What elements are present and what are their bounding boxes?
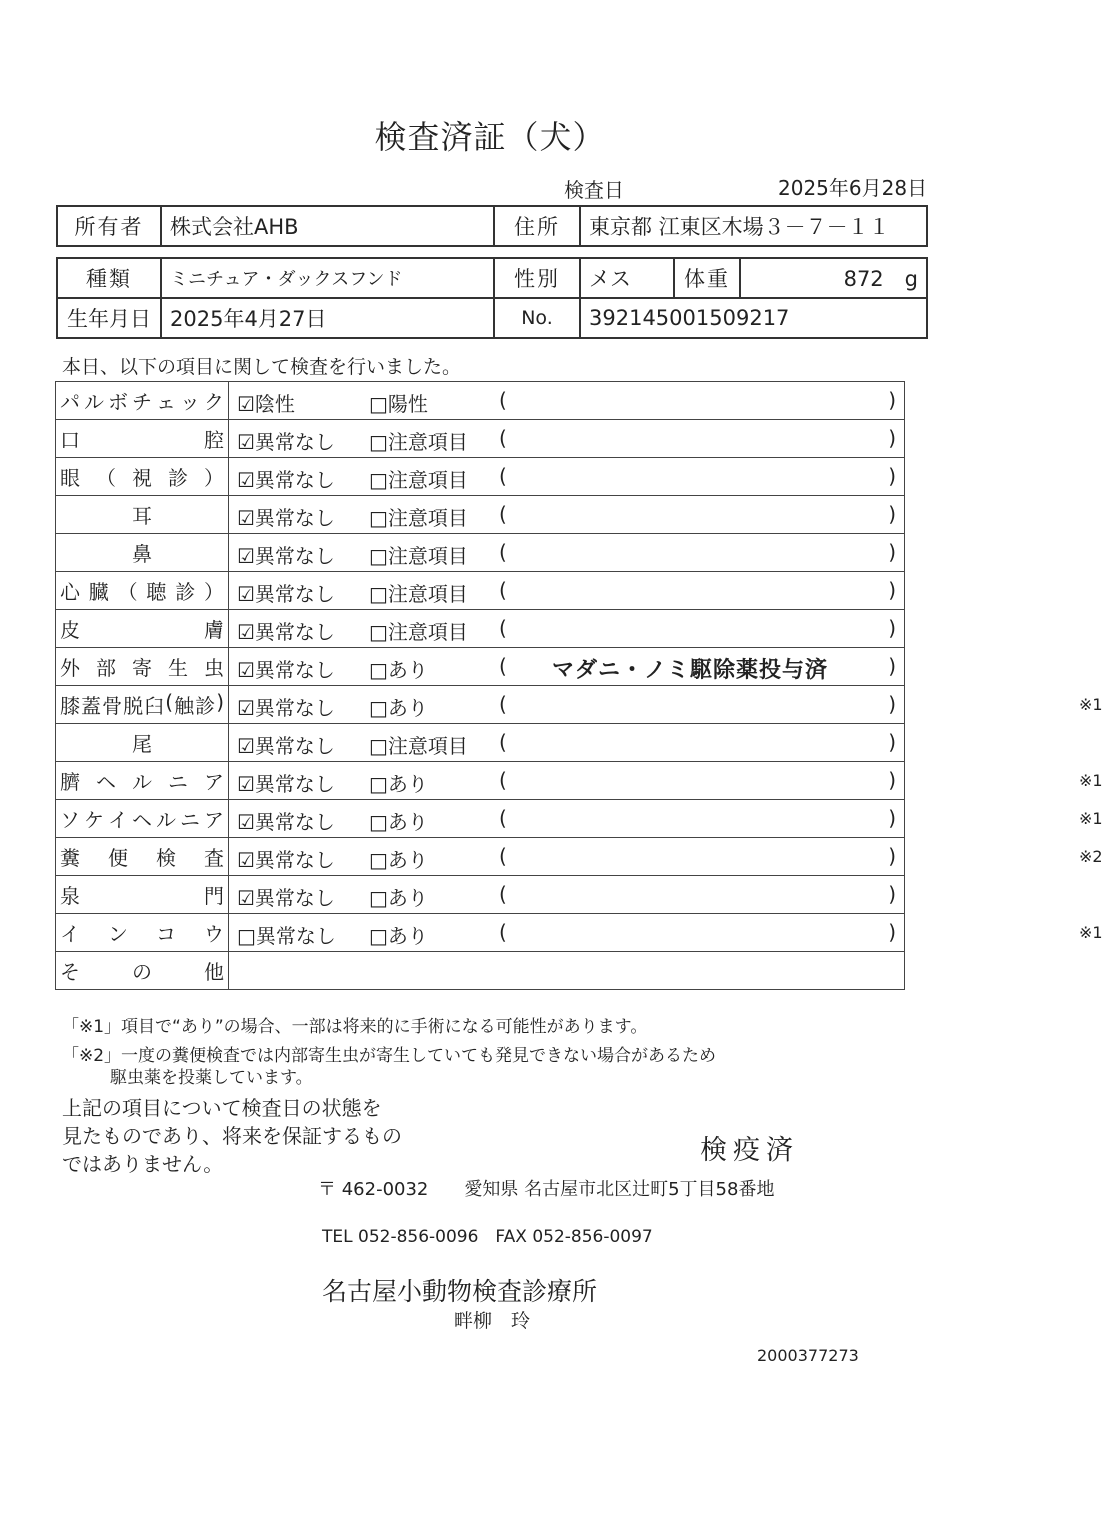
check-item-char: 臍 [60,770,80,794]
breed-value: ミニチュア・ダックスフンド [161,258,494,298]
check-options [229,458,905,496]
note-paren-open: ( [499,806,507,830]
check-item-char: 生 [168,656,188,680]
address-label: 住所 [494,206,580,246]
intro-text: 本日、以下の項目に関して検査を行いました。 [62,356,462,378]
check-option-normal[interactable]: ☑異常なし [237,848,335,872]
check-item-char: 皮 [60,618,80,642]
check-item-char: ル [84,390,104,414]
check-option-normal[interactable]: □異常なし [237,924,336,948]
check-option-normal[interactable]: ☑異常なし [237,886,335,910]
check-item-char: 膚 [204,618,224,642]
check-option-normal[interactable]: ☑異常なし [237,734,335,758]
check-item-text [60,842,224,871]
dog-info-table [56,257,928,339]
check-row [56,610,905,648]
check-item-char: 部 [96,656,116,680]
footnote-1: 「※1」項目で“あり”の場合、一部は将来的に手術になる可能性があります。 [62,1017,648,1037]
inspection-date-label: 検査日 [564,178,624,202]
check-item-char: 骨 [102,694,123,718]
check-option-abnormal[interactable]: □注意項目 [369,506,468,530]
check-item-char: 査 [204,846,224,870]
clinic-name: 名古屋小動物検査診療所 [322,1277,598,1306]
check-item-label [56,952,229,990]
disclaimer-line3: ではありません。 [62,1152,224,1176]
check-item-char: （ [117,580,138,604]
dob-label: 生年月日 [57,298,161,338]
check-item-char: コ [156,922,176,946]
disclaimer [62,1094,442,1178]
weight-label: 体重 [674,258,740,298]
check-item-label [56,534,229,572]
check-item-char: 鼻 [132,542,152,566]
footnote-2-line2: 駆虫薬を投薬しています。 [110,1068,313,1088]
disclaimer-line1: 上記の項目について検査日の状態を [62,1096,382,1120]
check-item-text [60,614,224,643]
check-row [56,648,905,686]
check-item-label [56,686,229,724]
owner-table [56,205,928,247]
check-row [56,420,905,458]
note-paren-open: ( [499,578,507,602]
check-item-char: ニ [168,770,188,794]
disclaimer-line2: 見たものであり、将来を保証するもの [62,1124,402,1148]
check-item-char: ン [108,922,128,946]
note-paren-close: ) [888,578,896,602]
check-item-char: ケ [84,808,104,832]
check-option-normal[interactable]: ☑異常なし [237,430,335,454]
check-option-normal[interactable]: ☑異常なし [237,772,335,796]
check-item-text [60,728,224,757]
check-item-label [56,572,229,610]
check-item-label [56,382,229,420]
check-row [56,762,905,800]
check-item-text [60,880,224,909]
footnote-2-line1: 「※2」一度の糞便検査では内部寄生虫が寄生していても発見できない場合があるため [62,1046,717,1066]
check-item-text [60,500,224,529]
address-value: 東京都 江東区木場３－７－１１ [580,206,927,246]
check-item-char: ソ [60,808,80,832]
check-options [229,534,905,572]
check-option-normal[interactable]: ☑異常なし [237,544,335,568]
clinic-tel-fax: TEL 052-856-0096 FAX 052-856-0097 [322,1227,653,1247]
note-paren-open: ( [499,502,507,526]
note-paren-close: ) [888,768,896,792]
check-item-char: 外 [60,656,80,680]
check-options [229,382,905,420]
note-paren-close: ) [888,882,896,906]
check-item-char: チ [132,390,152,414]
check-options [229,800,1103,838]
check-option-abnormal[interactable]: □あり [369,772,428,796]
check-option-abnormal[interactable]: □あり [369,810,428,834]
check-option-normal[interactable]: ☑異常なし [237,696,335,720]
check-item-char: ニ [180,808,200,832]
check-option-normal[interactable]: ☑異常なし [237,506,335,530]
check-item-label [56,762,229,800]
check-item-char: 他 [204,960,224,984]
sex-label: 性別 [494,258,580,298]
check-item-char: 便 [108,846,128,870]
check-item-char: 視 [132,466,152,490]
check-options [229,952,905,990]
footnote-marker: ※1 [1079,771,1103,790]
check-item-text [60,462,224,491]
check-options [229,648,905,686]
check-item-text [60,804,224,833]
check-item-char: 蓋 [81,694,102,718]
check-item-char: ア [204,770,224,794]
check-item-text [60,652,224,681]
sex-value: メス [580,258,674,298]
check-option-abnormal[interactable]: □あり [369,886,428,910]
check-item-text [60,386,224,415]
check-item-char: 泉 [60,884,80,908]
check-item-label [56,610,229,648]
check-item-text [60,576,224,605]
check-item-char: 心 [60,580,80,604]
check-option-abnormal[interactable]: □注意項目 [369,582,468,606]
check-item-label [56,876,229,914]
check-row [56,458,905,496]
serial-number: 2000377273 [757,1346,859,1365]
check-item-char: ェ [156,390,176,414]
check-options [229,838,1103,876]
check-options [229,686,1103,724]
check-option-abnormal[interactable]: □注意項目 [369,734,468,758]
note-paren-close: ) [888,692,896,716]
check-item-label [56,800,229,838]
check-item-char: 触 [174,694,195,718]
check-options [229,610,905,648]
weight-value: 872 g [740,258,927,298]
footnote-marker: ※1 [1079,809,1103,828]
note-paren-close: ) [888,844,896,868]
note-paren-close: ) [888,502,896,526]
check-item-char: ヘ [96,770,116,794]
check-row [56,686,905,724]
check-item-label [56,420,229,458]
check-item-char: 診 [168,466,188,490]
note-paren-open: ( [499,920,507,944]
check-item-char: ボ [108,390,128,414]
check-item-char: 聴 [146,580,167,604]
note-paren-close: ) [888,388,896,412]
footnote-marker: ※1 [1079,695,1103,714]
check-option-abnormal[interactable]: □あり [369,658,428,682]
note-paren-close: ) [888,616,896,640]
check-options [229,496,905,534]
no-value: 392145001509217 [580,298,927,338]
check-option-abnormal[interactable]: □注意項目 [369,468,468,492]
check-item-char: ) [216,690,224,714]
check-options [229,420,905,458]
check-item-text [60,538,224,567]
check-item-char: 検 [156,846,176,870]
check-item-char: そ [60,960,80,984]
check-option-abnormal[interactable]: □あり [369,848,428,872]
check-item-char: ( [165,690,174,714]
check-row [56,724,905,762]
check-item-char: 診 [175,580,196,604]
note-paren-close: ) [888,730,896,754]
check-row [56,952,905,990]
clinic-address: 〒 462-0032 愛知県 名古屋市北区辻町5丁目58番地 [318,1179,775,1200]
check-row [56,838,905,876]
check-item-char: 診 [195,694,216,718]
check-item-char: ） [204,466,224,490]
check-item-char: ヘ [132,808,152,832]
check-row [56,572,905,610]
check-item-text [60,918,224,947]
check-option-normal[interactable]: ☑異常なし [237,658,335,682]
vet-name: 畔柳 玲 [454,1310,531,1332]
check-item-label [56,648,229,686]
check-item-char: 耳 [132,504,152,528]
quarantine-stamp: 検疫済 [700,1135,799,1166]
check-item-char: 眼 [60,466,80,490]
note-paren-open: ( [499,654,507,678]
note-paren-open: ( [499,464,507,488]
check-row [56,382,905,420]
note-paren-open: ( [499,388,507,412]
check-item-label [56,496,229,534]
note-paren-close: ) [888,806,896,830]
check-option-normal[interactable]: ☑異常なし [237,810,335,834]
check-item-char: 門 [204,884,224,908]
note-paren-open: ( [499,768,507,792]
check-item-char: 寄 [132,656,152,680]
check-option-normal[interactable]: ☑異常なし [237,468,335,492]
check-row [56,534,905,572]
note-paren-open: ( [499,616,507,640]
check-item-text [60,690,224,719]
note-paren-close: ) [888,540,896,564]
check-item-text [60,956,224,985]
check-item-char: ア [204,808,224,832]
check-option-normal[interactable]: ☑異常なし [237,620,335,644]
check-row [56,496,905,534]
check-row [56,914,905,952]
no-label: No. [494,298,580,338]
check-item-char: 臼 [144,694,165,718]
check-option-abnormal[interactable]: □注意項目 [369,430,468,454]
check-row [56,800,905,838]
note-paren-open: ( [499,426,507,450]
check-item-char: 臓 [88,580,109,604]
note-paren-close: ) [888,464,896,488]
check-item-char: ク [204,390,224,414]
check-item-text [60,424,224,453]
breed-label: 種類 [57,258,161,298]
check-option-abnormal[interactable]: □あり [369,696,428,720]
check-item-char: イ [108,808,128,832]
note-paren-close: ) [888,920,896,944]
note-paren-open: ( [499,692,507,716]
check-item-char: ル [132,770,152,794]
check-item-text [60,766,224,795]
check-item-char: 虫 [204,656,224,680]
owner-value: 株式会社AHB [161,206,494,246]
check-item-char: 尾 [132,732,152,756]
check-option-abnormal[interactable]: □陽性 [369,392,428,416]
note-paren-close: ) [888,654,896,678]
note-paren-close: ) [888,426,896,450]
check-item-char: ウ [204,922,224,946]
check-options [229,762,1103,800]
document-title: 検査済証（犬） [374,118,606,156]
check-options [229,914,1103,952]
check-item-char: の [132,960,152,984]
check-item-char: ッ [180,390,200,414]
check-item-char: パ [60,390,80,414]
owner-label: 所有者 [57,206,161,246]
check-item-label [56,724,229,762]
check-options [229,572,905,610]
inspection-date-value: 2025年6月28日 [778,176,928,200]
note-paren-open: ( [499,540,507,564]
check-option-normal[interactable]: ☑異常なし [237,582,335,606]
checks-table [55,381,1103,990]
check-item-label [56,458,229,496]
footnote-marker: ※1 [1079,923,1103,942]
check-item-label [56,914,229,952]
check-item-label [56,838,229,876]
check-option-normal[interactable]: ☑陰性 [237,392,295,416]
check-row [56,876,905,914]
check-options [229,876,905,914]
note-paren-open: ( [499,844,507,868]
check-item-char: 腔 [204,428,224,452]
check-item-char: イ [60,922,80,946]
check-item-char: 口 [60,428,80,452]
check-option-abnormal[interactable]: □あり [369,924,428,948]
dob-value: 2025年4月27日 [161,298,494,338]
check-item-char: 糞 [60,846,80,870]
check-option-abnormal[interactable]: □注意項目 [369,544,468,568]
check-option-abnormal[interactable]: □注意項目 [369,620,468,644]
check-options [229,724,905,762]
note-paren-open: ( [499,730,507,754]
check-item-char: 膝 [60,694,80,718]
check-item-char: ル [156,808,176,832]
note-paren-open: ( [499,882,507,906]
check-note: マダニ・ノミ駆除薬投与済 [552,658,829,683]
footnote-marker: ※2 [1079,847,1103,866]
check-item-char: 脱 [123,694,144,718]
check-item-char: ） [203,580,224,604]
check-item-char: （ [96,466,116,490]
